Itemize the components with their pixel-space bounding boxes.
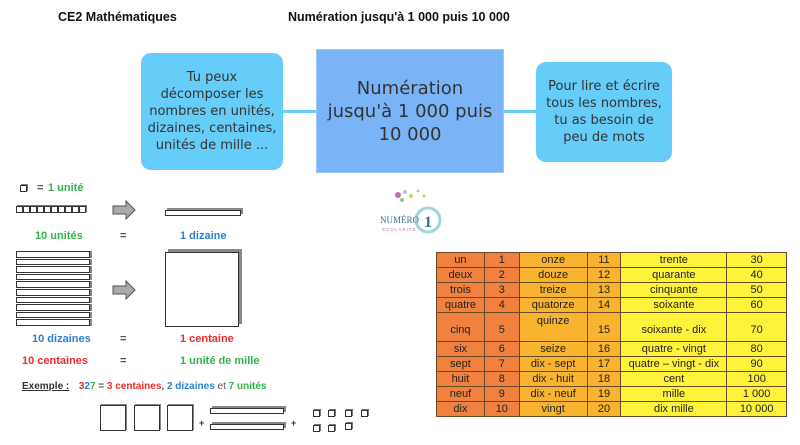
number-words-table (436, 252, 787, 417)
unit-cube-icon (44, 206, 51, 213)
number-cell: 8 (484, 372, 519, 387)
number-cell: 2 (484, 268, 519, 283)
dizaine-rod-icon (16, 297, 90, 304)
unit-cube-icon (65, 206, 72, 213)
right-bubble-text: Pour lire et écrire tous les nombres, tu as besoin de peu de mots (546, 79, 662, 145)
left-bubble-text: Tu peux décomposer les nombres en unités, dizaines, centaines, unités de mille ... (147, 70, 277, 153)
one-dizaine-label: 1 dizaine (180, 230, 227, 242)
number-cell: 80 (727, 342, 787, 357)
number-cell: 14 (587, 298, 621, 313)
dizaine-rod-icon (16, 274, 90, 281)
unit-cube-icon (16, 206, 23, 213)
word-cell: dix mille (621, 402, 727, 417)
word-cell: huit (437, 372, 485, 387)
unit-cube-icon (345, 410, 352, 417)
table-row (437, 253, 787, 268)
example-equals: = (95, 381, 107, 392)
example-label: Exemple : (22, 381, 70, 392)
number-cell: 3 (484, 283, 519, 298)
word-cell: soixante (621, 298, 727, 313)
table-row (437, 387, 787, 402)
example-digit-hundreds: 3 (78, 381, 85, 392)
word-cell: dix - neuf (519, 387, 587, 402)
unit-cube-icon (79, 206, 86, 213)
table-row (437, 298, 787, 313)
word-cell: un (437, 253, 485, 268)
svg-text:SCOLARITÉ: SCOLARITÉ (382, 227, 417, 232)
dizaine-rod-icon (16, 319, 90, 326)
table-row (437, 313, 787, 342)
unit-cube-icon (72, 206, 79, 213)
word-cell: vingt (519, 402, 587, 417)
dizaine-rod-icon (16, 251, 90, 258)
dizaine-rod-icon (16, 281, 90, 288)
number-cell: 10 (484, 402, 519, 417)
equals-1: = (120, 230, 127, 242)
centaine-flat-icon (134, 405, 160, 431)
word-cell: neuf (437, 387, 485, 402)
word-cell: quarante (621, 268, 727, 283)
word-cell: douze (519, 268, 587, 283)
svg-text:NUMÉRO: NUMÉRO (380, 215, 420, 225)
table-row (437, 268, 787, 283)
word-cell: dix (437, 402, 485, 417)
word-cell: six (437, 342, 485, 357)
number-cell: 13 (587, 283, 621, 298)
dizaine-rod-icon (16, 312, 90, 319)
unit-cube-icon (51, 206, 58, 213)
unit-cube-icon (37, 206, 44, 213)
number-cell: 7 (484, 357, 519, 372)
number-cell: 9 (484, 387, 519, 402)
number-cell: 17 (587, 357, 621, 372)
svg-text:1: 1 (424, 214, 432, 231)
unit-cube-icon (23, 206, 30, 213)
example-centaines: 3 centaines (106, 381, 162, 392)
word-cell: cent (621, 372, 727, 387)
number-cell: 6 (484, 342, 519, 357)
number-cell: 20 (587, 402, 621, 417)
centaine-flat-icon (165, 252, 239, 327)
table-row (437, 372, 787, 387)
number-cell: 10 000 (727, 402, 787, 417)
right-bubble (536, 62, 672, 162)
word-cell: quinze (519, 313, 587, 342)
number-cell: 40 (727, 268, 787, 283)
connector-left (282, 110, 318, 113)
central-node-text: Numération jusqu'à 1 000 puis 10 000 (327, 77, 493, 145)
ten-centaines-label: 10 centaines (22, 355, 89, 367)
number-cell: 90 (727, 357, 787, 372)
example-sep-1: , (161, 381, 167, 392)
dizaine-rod-icon (165, 210, 241, 216)
number-cell: 12 (587, 268, 621, 283)
example-dizaines: 2 dizaines (166, 381, 215, 392)
word-cell: dix - sept (519, 357, 587, 372)
example-line (22, 381, 266, 392)
number-cell: 30 (727, 253, 787, 268)
word-cell: quatre (437, 298, 485, 313)
dizaine-rod-icon (16, 289, 90, 296)
word-cell: treize (519, 283, 587, 298)
word-cell: sept (437, 357, 485, 372)
central-node (316, 49, 504, 173)
centaine-flat-icon (100, 405, 126, 431)
equals-3: = (120, 355, 127, 367)
unit-cube-icon (328, 410, 335, 417)
number-cell: 100 (727, 372, 787, 387)
ten-dizaines-label: 10 dizaines (32, 333, 91, 345)
word-cell: deux (437, 268, 485, 283)
table-row (437, 342, 787, 357)
word-cell: soixante - dix (621, 313, 727, 342)
word-cell: seize (519, 342, 587, 357)
example-digit-units: 7 (89, 381, 96, 392)
connector-right (503, 110, 537, 113)
centaine-flat-icon (167, 405, 193, 431)
unit-cube-icon (361, 410, 368, 417)
unit-cube-icon (313, 410, 320, 417)
word-cell: quatre – vingt - dix (621, 357, 727, 372)
arrow-right-icon (112, 280, 136, 300)
example-digit-tens: 2 (84, 381, 90, 392)
dizaine-rod-icon (16, 259, 90, 266)
subject-title: CE2 Mathématiques (58, 10, 177, 24)
table-row (437, 283, 787, 298)
dizaine-rod-icon (210, 408, 284, 414)
word-cell: trois (437, 283, 485, 298)
word-cell: cinq (437, 313, 485, 342)
number-cell: 70 (727, 313, 787, 342)
table-row (437, 402, 787, 417)
unit-equals: = (37, 182, 44, 194)
number-cell: 1 000 (727, 387, 787, 402)
ten-units-label: 10 unités (35, 230, 83, 242)
word-cell: trente (621, 253, 727, 268)
arrow-right-icon (112, 200, 136, 220)
word-cell: quatre - vingt (621, 342, 727, 357)
word-cell: quatorze (519, 298, 587, 313)
number-cell: 4 (484, 298, 519, 313)
dizaine-rod-icon (210, 424, 284, 430)
example-sep-2: et (214, 381, 229, 392)
number-cell: 50 (727, 283, 787, 298)
equals-2: = (120, 333, 127, 345)
example-unites: 7 unités (228, 381, 267, 392)
number-cell: 15 (587, 313, 621, 342)
unit-cube-icon (58, 206, 65, 213)
unit-cube-icon (30, 206, 37, 213)
plus-sign: + (291, 418, 297, 428)
number-cell: 11 (587, 253, 621, 268)
one-centaine-label: 1 centaine (180, 333, 234, 345)
word-cell: onze (519, 253, 587, 268)
table-row (437, 357, 787, 372)
ten-dizaines-stack (16, 251, 90, 327)
ten-units-rod (16, 206, 86, 213)
number-cell: 16 (587, 342, 621, 357)
dizaine-rod-icon (16, 266, 90, 273)
unit-cube-icon (345, 423, 352, 430)
left-bubble (141, 53, 283, 170)
word-cell: cinquante (621, 283, 727, 298)
number-cell: 19 (587, 387, 621, 402)
unit-cube-icon (20, 185, 27, 192)
unit-cube-icon (328, 425, 335, 432)
word-cell: mille (621, 387, 727, 402)
number-cell: 18 (587, 372, 621, 387)
word-cell: dix - huit (519, 372, 587, 387)
unit-label: 1 unité (48, 182, 84, 194)
number-cell: 1 (484, 253, 519, 268)
logo-icon (378, 186, 448, 236)
number-cell: 5 (484, 313, 519, 342)
numero1-logo (378, 186, 448, 236)
one-unite-de-mille-label: 1 unité de mille (180, 355, 260, 367)
number-cell: 60 (727, 298, 787, 313)
page-title: Numération jusqu'à 1 000 puis 10 000 (288, 10, 510, 24)
plus-sign: + (199, 418, 205, 428)
unit-cube-icon (313, 425, 320, 432)
dizaine-rod-icon (16, 304, 90, 311)
